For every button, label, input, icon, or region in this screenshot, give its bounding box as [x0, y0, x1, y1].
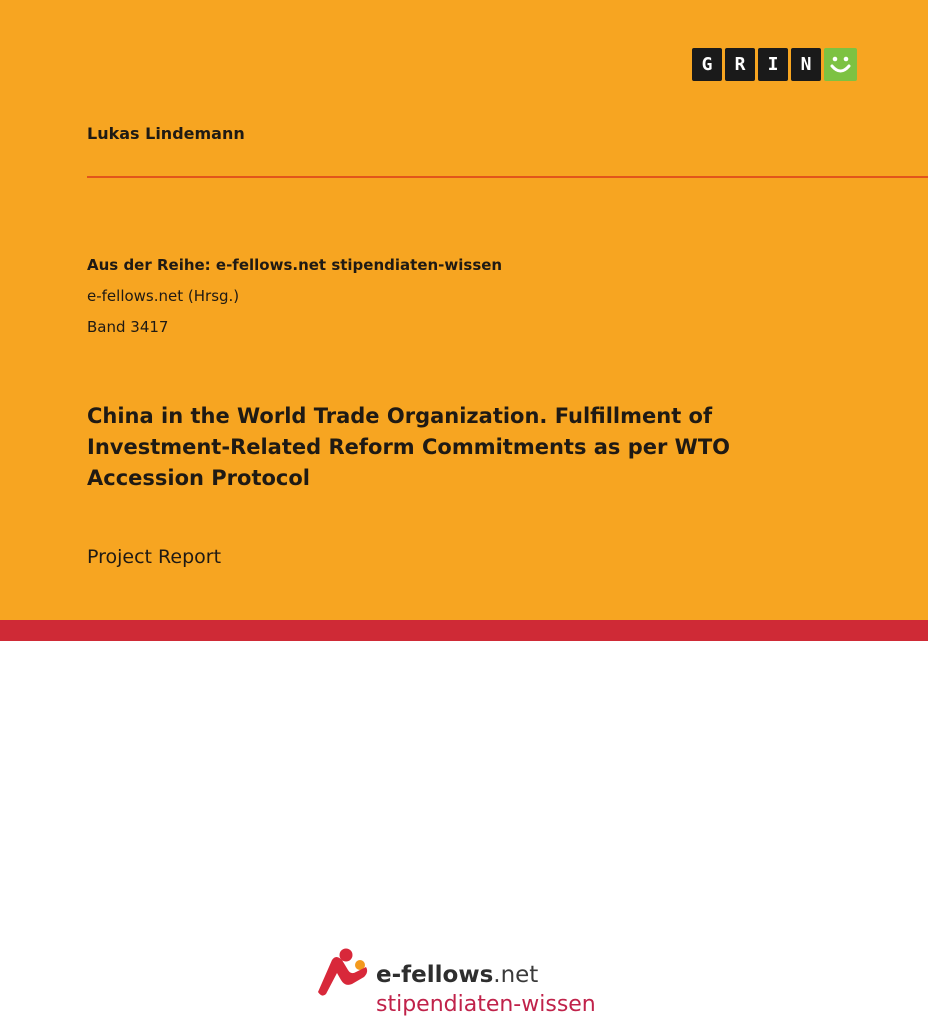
grin-letter-n: N	[791, 48, 821, 81]
divider-rule	[87, 176, 928, 178]
book-title: China in the World Trade Organization. Fulfillment of Investment-Related Reform Commitments as per WTO Accession Protocol	[87, 404, 731, 490]
document-type: Project Report	[87, 546, 222, 568]
grin-letter-i: I	[758, 48, 788, 81]
series-line: Aus der Reihe: e-fellows.net stipendiaten-wissen	[87, 256, 503, 274]
e-fellows-name	[376, 962, 538, 988]
series-editor: e-fellows.net (Hrsg.)	[87, 287, 240, 305]
e-fellows-logo	[314, 944, 634, 1024]
author-name: Lukas Lindemann	[87, 124, 245, 143]
e-fellows-tagline: stipendiaten-wissen	[376, 992, 596, 1017]
series-volume: Band 3417	[87, 318, 169, 336]
e-fellows-name-suffix: .net	[493, 962, 539, 988]
e-fellows-mark-icon	[314, 946, 372, 998]
grin-logo	[692, 48, 857, 81]
grin-letter-g: G	[692, 48, 722, 81]
smiley-icon	[824, 48, 857, 81]
e-fellows-name-bold: e-fellows	[376, 962, 494, 988]
grin-letter-r: R	[725, 48, 755, 81]
red-band	[0, 620, 928, 641]
